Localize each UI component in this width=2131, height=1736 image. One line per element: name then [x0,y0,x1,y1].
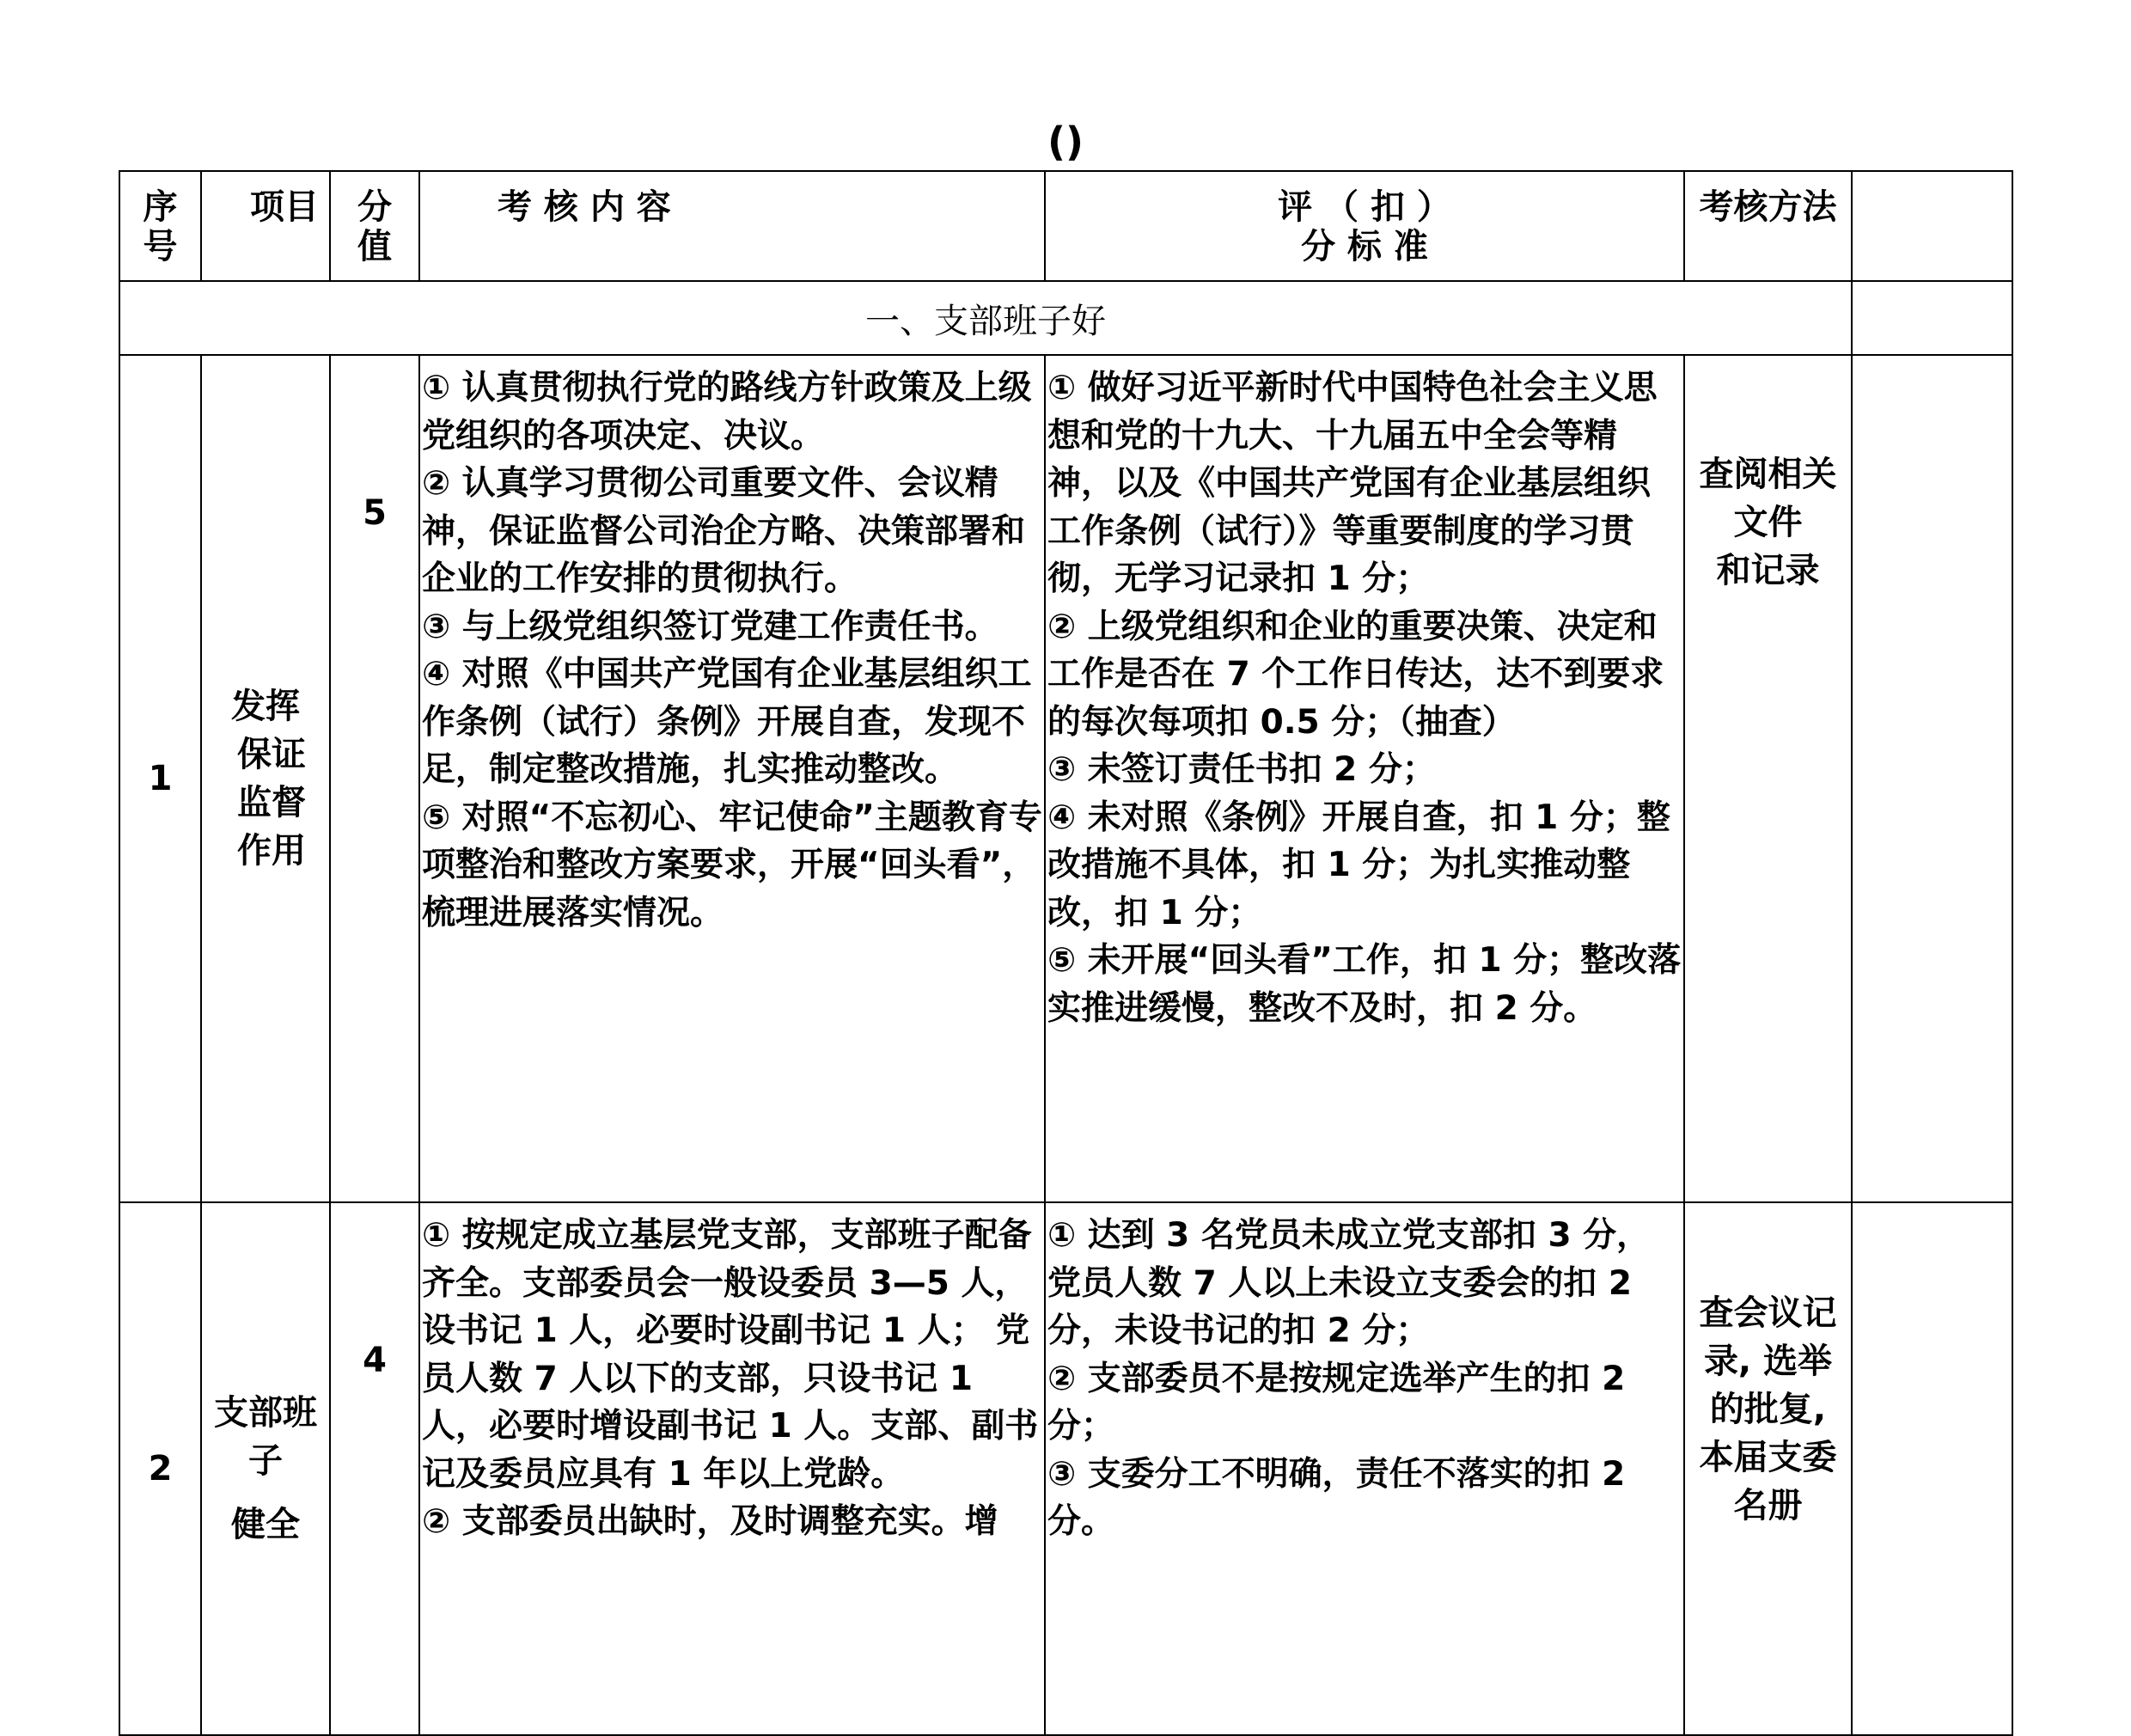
document-title: () [1047,119,1084,165]
row-number: 2 [119,1202,201,1735]
text-paragraph: ④ 未对照《条例》开展自查，扣 1 分；整改措施不具体，扣 1 分；为扎实推动整改，扣 1 分； [1047,798,1670,932]
text-paragraph: ① 做好习近平新时代中国特色社会主义思想和党的十九大、十九届五中全会等精神，以及《中国共产党国有企业基层组织工作条例（试行）》等重要制度的学习贯彻，无学习记录扣 1 分； [1047,369,1658,598]
text-paragraph: ② 上级党组织和企业的重要决策、决定和工作是否在 7 个工作日传达，达不到要求的每次每项扣 0.5 分；（抽查） [1047,607,1664,742]
header-method: 考核方法 [1684,171,1852,281]
text-paragraph: ② 支部委员出缺时，及时调整充实。增 [422,1502,998,1541]
row-content [419,1202,1045,1735]
row-extra [1852,355,2012,1202]
row-method-line: 查会议记 [1699,1293,1837,1333]
header-score-line2: 值 [357,227,392,266]
row-score [330,355,419,1202]
header-seq-line1: 序 [143,187,178,227]
header-row [119,171,2012,281]
assessment-table [119,170,2013,1736]
row-criteria [1045,1202,1684,1735]
section-extra [1852,281,2012,355]
row-score [330,1202,419,1735]
header-score [330,171,419,281]
row-method-line: 和记录 [1716,551,1820,590]
row-method-line: 查阅相关 [1699,455,1837,494]
table-row [119,355,2012,1202]
text-paragraph: ① 认真贯彻执行党的路线方针政策及上级党组织的各项决定、决议。 [422,369,1032,455]
text-paragraph: ⑤ 未开展“回头看”工作，扣 1 分；整改落实推进缓慢，整改不及时，扣 2 分。 [1047,941,1682,1028]
text-paragraph: ④ 对照《中国共产党国有企业基层组织工作条例（试行）条例》开展自查，发现不足，制定整改措施，扎实推动整改。 [422,655,1032,789]
section-title: 一、支部班子好 [119,281,1852,355]
header-extra [1852,171,2012,281]
text-paragraph: ⑤ 对照“不忘初心、牢记使命”主题教育专项整治和整改方案要求，开展“回头看”，梳理进展落实情况。 [422,798,1042,932]
row-score-value: 5 [363,493,387,533]
header-criteria-line1: 评 （ 扣 ） [1278,187,1451,227]
text-paragraph: ③ 支委分工不明确，责任不落实的扣 2 分。 [1047,1454,1626,1541]
text-paragraph: ② 支部委员不是按规定选举产生的扣 2 分； [1047,1359,1626,1446]
row-method-line: 的批复, [1709,1390,1827,1429]
row-method [1684,355,1852,1202]
header-seq [119,171,201,281]
row-item-line: 作用 [237,831,306,871]
row-score-value: 4 [363,1341,387,1380]
row-method-line: 本届支委 [1699,1438,1837,1477]
row-item-line: 监督 [237,783,306,822]
row-method-line: 录, 选举 [1703,1342,1833,1381]
header-criteria [1045,171,1684,281]
text-paragraph: ② 认真学习贯彻公司重要文件、会议精神，保证监督公司治企方略、决策部署和企业的工作安排的贯彻执行。 [422,464,1026,598]
header-content: 考 核 内 容 [419,171,1045,281]
row-item [201,355,330,1202]
section-row [119,281,2012,355]
text-paragraph: ③ 未签订责任书扣 2 分； [1047,750,1436,789]
text-paragraph: ① 按规定成立基层党支部，支部班子配备齐全。支部委员会一般设委员 3—5 人，设书记 1 人，必要时设副书记 1 人； 党员人数 7 人以下的支部，只设书记 1 人，必要时增设副书记 1 人。支部、副书记及委员应具有 1 年以上党龄。 [422,1216,1039,1494]
row-method [1684,1202,1852,1735]
header-item: 项目 [201,171,330,281]
row-extra [1852,1202,2012,1735]
header-seq-line2: 号 [143,227,178,266]
row-item-line: 保证 [237,735,306,774]
row-item-line: 子 [248,1441,283,1481]
row-method-line: 名册 [1733,1486,1803,1525]
row-item-line: 健全 [231,1505,300,1544]
row-criteria [1045,355,1684,1202]
header-criteria-line2: 分 标 准 [1301,227,1428,266]
row-method-line: 文件 [1733,503,1803,542]
table-row [119,1202,2012,1735]
row-item-line: 支部班 [214,1393,317,1433]
text-paragraph: ① 达到 3 名党员未成立党支部扣 3 分，党员人数 7 人以上未设立支委会的扣 2 分，未设书记的扣 2 分； [1047,1216,1651,1350]
row-item-line: 发挥 [231,687,300,726]
row-number: 1 [119,355,201,1202]
row-item [201,1202,330,1735]
row-content [419,355,1045,1202]
header-score-line1: 分 [357,187,392,227]
text-paragraph: ③ 与上级党组织签订党建工作责任书。 [422,607,998,646]
